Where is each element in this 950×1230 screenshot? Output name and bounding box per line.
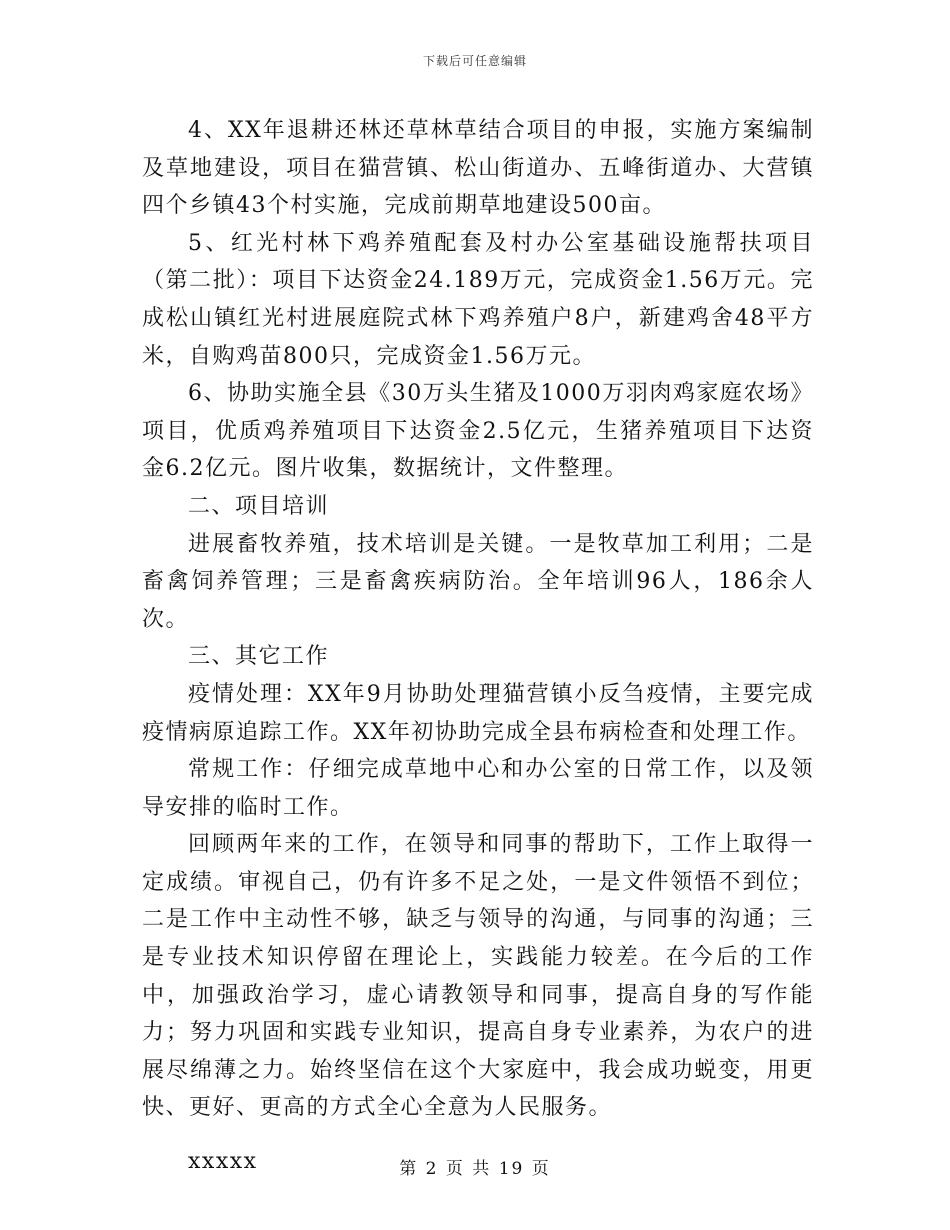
document-body bbox=[142, 112, 814, 1181]
page-header: 下载后可任意编辑 bbox=[422, 54, 527, 68]
paragraph-item-4: 4、XX年退耕还林还草林草结合项目的申报，实施方案编制及草地建设，项目在猫营镇、松山街道办、五峰街道办、大营镇四个乡镇43个村实施，完成前期草地建设500亩。 bbox=[142, 118, 814, 219]
section-heading-training: 二、项目培训 bbox=[188, 493, 330, 519]
section-heading-other-work: 三、其它工作 bbox=[188, 644, 330, 670]
paragraph-epidemic: 疫情处理：XX年9月协助处理猫营镇小反刍疫情，主要完成疫情病原追踪工作。XX年初协助完成全县布病检查和处理工作。 bbox=[142, 681, 814, 745]
paragraph-item-6: 6、协助实施全县《30万头生猪及1000万羽肉鸡家庭农场》项目，优质鸡养殖项目下达资金2.5亿元，生猪养殖项目下达资金6.2亿元。图片收集，数据统计，文件整理。 bbox=[142, 381, 814, 482]
signature: xxxxx bbox=[188, 1149, 258, 1175]
paragraph-routine-work: 常规工作：仔细完成草地中心和办公室的日常工作，以及领导安排的临时工作。 bbox=[142, 757, 814, 820]
paragraph-review: 回顾两年来的工作，在领导和同事的帮助下，工作上取得一定成绩。审视自己，仍有许多不足之处，一是文件领悟不到位；二是工作中主动性不够，缺乏与领导的沟通，与同事的沟通；三是专业技术知识停留在理论上，实践能力较差。在今后的工作中，加强政治学习，虚心请教领导和同事，提高自身的写作能力；努力巩固和实践专业知识，提高自身专业素养，为农户的进展尽绵薄之力。始终坚信在这个大家庭中，我会成功蜕变，用更快、更好、更高的方式全心全意为人民服务。 bbox=[142, 832, 814, 1121]
paragraph-item-5: 5、红光村林下鸡养殖配套及村办公室基础设施帮扶项目（第二批）：项目下达资金24.189万元，完成资金1.56万元。完成松山镇红光村进展庭院式林下鸡养殖户8户，新建鸡舍48平方米，自购鸡苗800只，完成资金1.56万元。 bbox=[142, 230, 814, 369]
paragraph-training: 进展畜牧养殖，技术培训是关键。一是牧草加工利用；二是畜禽饲养管理；三是畜禽疾病防治。全年培训96人，186余人次。 bbox=[142, 531, 814, 632]
page-number: 第 2 页 共 19 页 bbox=[399, 1159, 551, 1179]
